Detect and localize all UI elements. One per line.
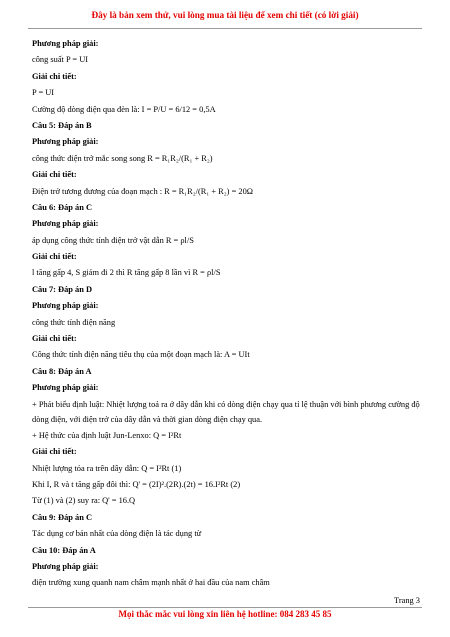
section-heading: Giải chi tiết: xyxy=(32,71,77,81)
body-text-line: P = UI xyxy=(32,88,55,98)
body-text-line: Nhiệt lượng tỏa ra trên dây dẫn: Q = I²Rt (1) xyxy=(32,463,182,473)
section-heading: Câu 7: Đáp án D xyxy=(32,284,93,294)
body-text-line: Cường độ dòng điện qua đèn là: I = P/U = 6/12 = 0,5A xyxy=(32,104,216,114)
body-text-line: l tăng gấp 4, S giảm đi 2 thì R tăng gấp 8 lần vì R = ρl/S xyxy=(32,268,221,278)
section-heading: Phương pháp giải: xyxy=(32,383,99,393)
section-heading: Câu 10: Đáp án A xyxy=(32,545,96,555)
section-heading: Phương pháp giải: xyxy=(32,301,99,311)
section-heading: Phương pháp giải: xyxy=(32,137,99,147)
page-number: Trang 3 xyxy=(394,596,420,605)
section-heading: Câu 8: Đáp án A xyxy=(32,366,92,376)
body-text-line: Công thức tính điện năng tiêu thụ của một đoạn mạch là: A = UIt xyxy=(32,350,250,360)
section-heading: Giải chi tiết: xyxy=(32,252,77,262)
body-text-line: Khi I, R và t tăng gấp đôi thì: Q' = (2I)².(2R).(2t) = 16.I²Rt (2) xyxy=(32,479,241,489)
body-text-line: Từ (1) và (2) suy ra: Q' = 16.Q xyxy=(32,496,136,506)
body-text-line: công thức tính điện năng xyxy=(32,317,116,327)
body-text-line: + Phát biểu định luật: Nhiệt lượng toả ra ở dây dẫn khi có dòng điện chạy qua tỉ lệ thuận với bình phương cường độ dòng điện, với điện trở của dây dẫn và thời gian dòng điện chạy qua. xyxy=(32,399,420,425)
section-heading: Phương pháp giải: xyxy=(32,561,99,571)
section-heading: Giải chi tiết: xyxy=(32,334,77,344)
section-heading: Giải chi tiết: xyxy=(32,170,77,180)
body-text-line: công suất P = UI xyxy=(32,55,89,65)
document-body xyxy=(32,36,424,592)
body-text-line: áp dụng công thức tính điện trở vật dẫn R = ρl/S xyxy=(32,235,194,245)
section-heading: Câu 6: Đáp án C xyxy=(32,202,93,212)
body-text-line: + Hệ thức của định luật Jun-Lenxo: Q = I²Rt xyxy=(32,430,182,440)
section-heading: Phương pháp giải: xyxy=(32,39,99,48)
section-heading: Câu 9: Đáp án C xyxy=(32,512,93,522)
footer-hotline: Mọi thắc mắc vui lòng xin liên hệ hotline: 084 283 45 85 xyxy=(118,609,332,619)
body-text-line: Điện trở tương đương của đoạn mạch : R = R₁R₂/(R₁ + R₂) = 20Ω xyxy=(32,186,253,196)
body-text-line: công thức điện trở mắc song song R = R₁R₂/(R₁ + R₂) xyxy=(32,153,213,163)
section-heading: Phương pháp giải: xyxy=(32,219,99,229)
body-text-line: Tác dụng cơ bản nhất của dòng điện là tác dụng từ xyxy=(32,529,202,539)
body-text-line: điện trường xung quanh nam châm mạnh nhất ở hai đầu của nam châm xyxy=(32,578,270,588)
section-heading: Câu 5: Đáp án B xyxy=(32,120,92,130)
preview-banner: Đây là bản xem thử, vui lòng mua tài liệu để xem chi tiết (có lời giải) xyxy=(28,8,422,29)
section-heading: Giải chi tiết: xyxy=(32,447,77,457)
